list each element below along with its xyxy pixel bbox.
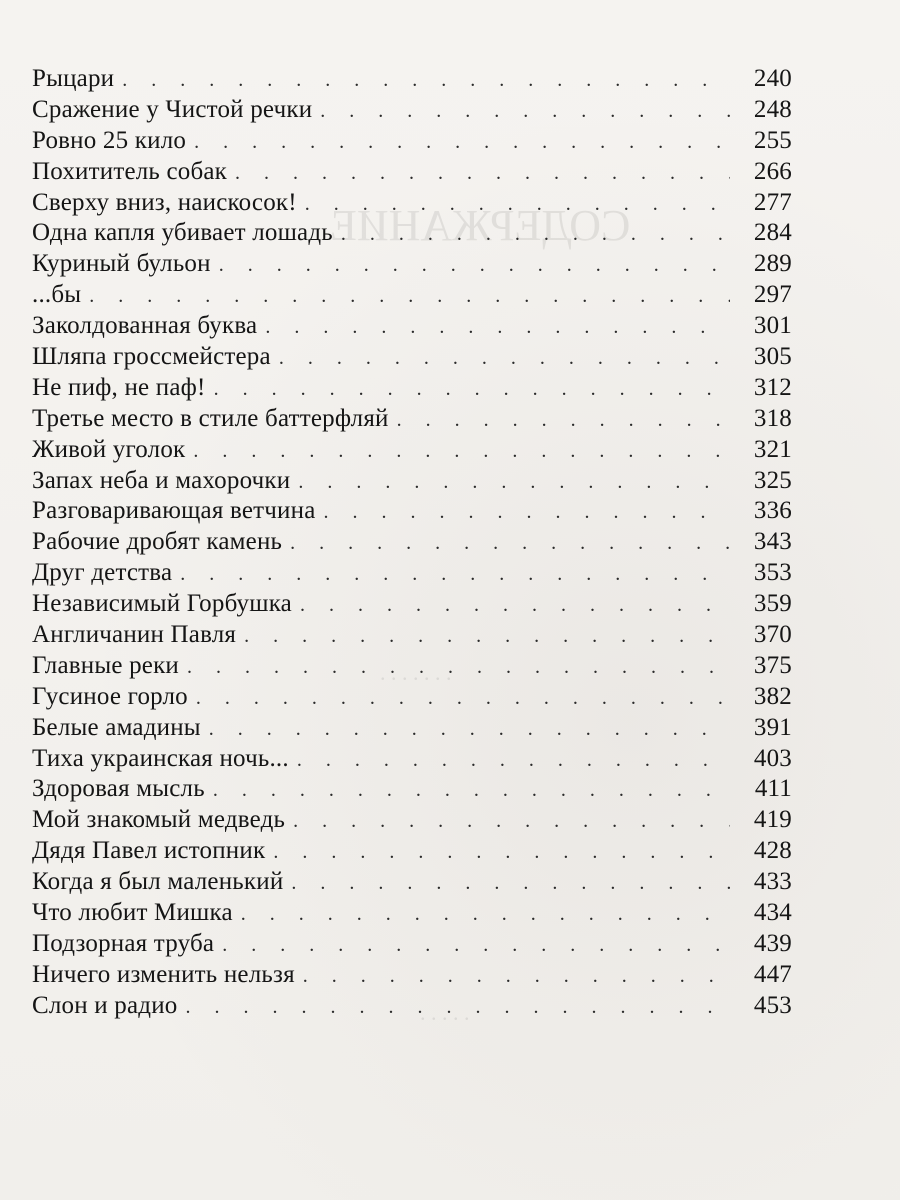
dot-leader [244, 621, 730, 652]
toc-entry [32, 157, 792, 188]
toc-entry [32, 95, 792, 126]
toc-entry [32, 774, 792, 805]
entry-page-number: 428 [753, 837, 792, 865]
table-of-contents [32, 64, 792, 1022]
entry-page-number: 433 [753, 868, 792, 896]
toc-entry [32, 744, 792, 775]
entry-title: Третье место в стиле баттерфляй [32, 404, 389, 432]
toc-entry [32, 311, 792, 342]
dot-leader [122, 65, 730, 96]
toc-entry [32, 280, 792, 311]
entry-page-number: 248 [753, 95, 792, 123]
entry-page-number: 370 [753, 621, 792, 649]
entry-title: Сражение у Чистой речки [32, 95, 313, 123]
dot-leader [213, 775, 730, 806]
entry-title: Ровно 25 кило [32, 126, 187, 154]
entry-page-number: 382 [753, 682, 792, 710]
entry-title: Независимый Горбушка [32, 590, 292, 618]
entry-page-number: 240 [753, 65, 792, 92]
entry-title: Куриный бульон [32, 250, 211, 278]
entry-title: Шляпа гроссмейстера [32, 343, 271, 371]
dot-leader [298, 467, 730, 498]
entry-page-number: 447 [753, 960, 792, 988]
entry-title: Похититель собак [32, 157, 228, 185]
bleed-through-text: СОДЕРЖАНИЕ [330, 201, 631, 250]
entry-page-number: 343 [753, 528, 792, 556]
entry-title: Здоровая мысль [32, 775, 205, 803]
toc-entry [32, 620, 792, 651]
entry-title: Гусиное горло [32, 682, 188, 710]
dot-leader [300, 590, 730, 621]
toc-entry [32, 249, 792, 280]
entry-title: Рыцари [32, 65, 115, 92]
toc-entry [32, 589, 792, 620]
entry-page-number: 284 [753, 219, 792, 247]
dot-leader [193, 436, 730, 467]
bleed-through-text: . . . . . [420, 1000, 470, 1025]
toc-entry [32, 991, 792, 1022]
entry-title: Живой уголок [32, 435, 186, 463]
entry-page-number: 403 [753, 744, 792, 772]
entry-title: Англичанин Павля [32, 621, 237, 649]
toc-entry [32, 466, 792, 497]
entry-title: Разговаривающая ветчина [32, 497, 316, 525]
entry-title: Дядя Павел истопник [32, 837, 266, 865]
dot-leader [297, 745, 730, 776]
dot-leader [186, 992, 730, 1023]
entry-title: Ничего изменить нельзя [32, 960, 295, 988]
entry-page-number: 439 [753, 929, 792, 957]
dot-leader [341, 219, 730, 250]
dot-leader [303, 961, 730, 992]
entry-page-number: 419 [753, 806, 792, 834]
entry-page-number: 375 [753, 651, 792, 679]
entry-page-number: 391 [753, 713, 792, 741]
entry-title: Что любит Мишка [32, 899, 233, 927]
toc-entry [32, 496, 792, 527]
dot-leader [305, 189, 730, 220]
dot-leader [180, 559, 730, 590]
toc-entry [32, 435, 792, 466]
entry-page-number: 321 [753, 435, 792, 463]
entry-title: Одна капля убивает лошадь [32, 219, 333, 247]
entry-title: Не пиф, не паф! [32, 373, 206, 401]
entry-title: ...бы [32, 281, 82, 309]
entry-title: Заколдованная буква [32, 312, 258, 340]
toc-entry [32, 805, 792, 836]
entry-page-number: 266 [753, 157, 792, 185]
toc-entry [32, 651, 792, 682]
entry-page-number: 318 [753, 404, 792, 432]
entry-title: Слон и радио [32, 991, 178, 1019]
entry-page-number: 434 [753, 899, 792, 927]
entry-title: Мой знакомый медведь [32, 806, 286, 834]
dot-leader [320, 96, 730, 127]
dot-leader [222, 930, 730, 961]
toc-entry [32, 342, 792, 373]
bleed-through-text: . . . . . . . [380, 660, 452, 685]
toc-entry [32, 527, 792, 558]
toc-entry [32, 558, 792, 589]
toc-entry [32, 373, 792, 404]
entry-page-number: 289 [753, 250, 792, 278]
entry-page-number: 277 [753, 188, 792, 216]
toc-entry [32, 404, 792, 435]
dot-leader [235, 158, 730, 189]
toc-entry [32, 867, 792, 898]
dot-leader [291, 868, 730, 899]
dot-leader [279, 343, 730, 374]
dot-leader [273, 837, 730, 868]
entry-page-number: 312 [753, 373, 792, 401]
dot-leader [265, 312, 730, 343]
toc-entry [32, 188, 792, 219]
entry-page-number: 255 [753, 126, 792, 154]
dot-leader [89, 281, 730, 312]
entry-title: Запах неба и махорочки [32, 466, 291, 494]
entry-page-number: 411 [754, 775, 792, 803]
dot-leader [219, 250, 730, 281]
toc-entry [32, 836, 792, 867]
entry-page-number: 305 [753, 343, 792, 371]
toc-entry [32, 126, 792, 157]
dot-leader [194, 127, 730, 158]
dot-leader [397, 405, 730, 436]
toc-entry [32, 960, 792, 991]
entry-page-number: 301 [753, 312, 792, 340]
entry-page-number: 297 [753, 281, 792, 309]
entry-page-number: 353 [753, 559, 792, 587]
entry-title: Подзорная труба [32, 929, 215, 957]
dot-leader [214, 374, 730, 405]
entry-page-number: 325 [753, 466, 792, 494]
dot-leader [187, 652, 730, 683]
entry-title: Белые амадины [32, 713, 201, 741]
toc-entry [32, 929, 792, 960]
entry-page-number: 336 [753, 497, 792, 525]
toc-entry [32, 898, 792, 929]
toc-entry [32, 713, 792, 744]
entry-page-number: 359 [753, 590, 792, 618]
dot-leader [196, 683, 730, 714]
dot-leader [241, 899, 730, 930]
entry-title: Рабочие дробят камень [32, 528, 283, 556]
entry-title: Когда я был маленький [32, 868, 284, 896]
toc-entry [32, 682, 792, 713]
entry-title: Тиха украинская ночь... [32, 744, 289, 772]
entry-title: Главные реки [32, 651, 179, 679]
dot-leader [209, 714, 730, 745]
entry-page-number: 453 [753, 991, 792, 1019]
dot-leader [290, 528, 730, 559]
dot-leader [324, 497, 730, 528]
toc-entry [32, 218, 792, 249]
entry-title: Друг детства [32, 559, 173, 587]
dot-leader [293, 806, 730, 837]
toc-entry [32, 64, 792, 95]
entry-title: Сверху вниз, наискосок! [32, 188, 297, 216]
